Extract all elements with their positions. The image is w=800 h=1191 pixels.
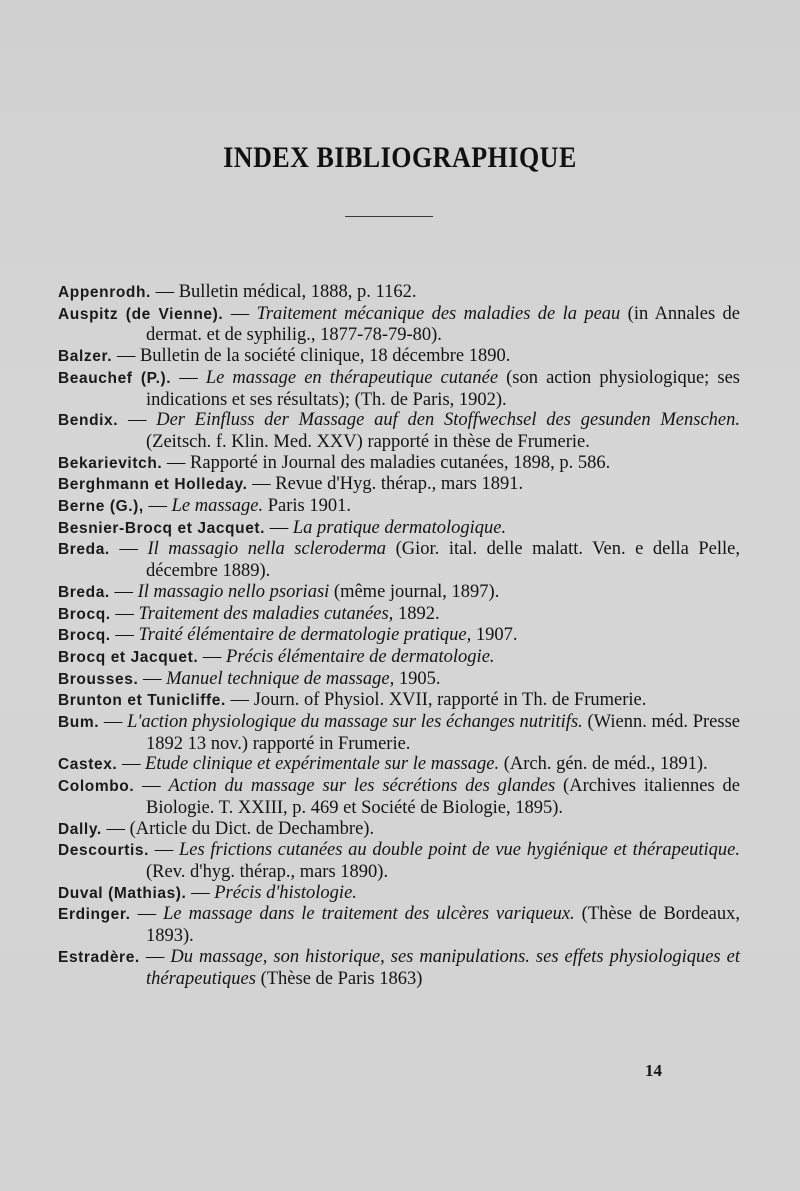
entry-text: — Journ. of Physiol. XVII, rapporté in Th. de Frumerie. [225, 690, 647, 711]
entry-text: (son action physiologique; ses indications et ses résultats); (Th. de Paris, 1902). [146, 367, 740, 410]
bibliography-entry [58, 346, 740, 368]
entry-text: — [139, 946, 171, 967]
entry-text: (même journal, 1897). [329, 581, 500, 602]
entry-text: (Rev. d'hyg. thérap., mars 1890). [146, 861, 389, 882]
entry-text: — [109, 581, 138, 602]
entry-author: Erdinger. [58, 906, 131, 924]
entry-text: — [118, 410, 157, 431]
entry-title: Le massage dans le traitement des ulcères variqueux. [163, 904, 575, 925]
entry-title: Précis élémentaire de dermatologie. [226, 646, 495, 667]
entry-text: (Wienn. méd. Presse 1892 13 nov.) rapporté in Frumerie. [146, 712, 741, 754]
entry-text: — [109, 539, 148, 560]
bibliography-entry [58, 904, 740, 946]
bibliography-entry [58, 776, 740, 818]
bibliography-entry [58, 282, 740, 304]
entry-author: Duval (Mathias). [58, 884, 187, 902]
entry-author: Berghmann et Holleday. [58, 476, 248, 494]
entry-text: (Thèse de Paris 1863) [255, 968, 423, 989]
entry-author: Auspitz (de Vienne). [58, 305, 224, 323]
entry-title: Le massage. [171, 496, 264, 517]
entry-text: (in Annales de dermat. et de syphilig., 1877-78-79-80). [146, 303, 741, 346]
entry-title: Traitement des maladies cutanées, [138, 603, 394, 624]
entry-author: Bum. [58, 714, 100, 732]
entry-text: 1892. [393, 603, 440, 624]
bibliography-entry [58, 712, 740, 754]
bibliography-entry [58, 474, 740, 496]
entry-author: Castex. [58, 756, 118, 774]
entry-author: Breda. [58, 583, 110, 601]
bibliography-entry [58, 518, 740, 540]
entry-text: 1905. [394, 668, 441, 689]
entry-author: Brunton et Tunicliffe. [58, 692, 226, 710]
entry-title: Manuel technique de massage, [166, 668, 395, 689]
entry-text: — [110, 625, 139, 646]
entry-author: Breda. [58, 541, 110, 559]
entry-author: Balzer. [58, 348, 113, 366]
entry-text: — [143, 496, 172, 517]
entry-author: Berne (G.), [58, 498, 144, 516]
entry-text: (Gior. ital. delle malatt. Ven. e della Pelle, décembre 1889). [146, 539, 740, 582]
entry-author: Appenrodh. [58, 284, 151, 301]
entry-author: Descourtis. [58, 842, 150, 860]
bibliography-entry [58, 410, 740, 452]
entry-author: Beauchef (P.). [58, 369, 172, 387]
entry-text: — [99, 712, 128, 733]
entry-author: Brousses. [58, 670, 139, 688]
bibliography-entry [58, 625, 740, 647]
bibliography-entry [58, 453, 740, 475]
bibliography-entry [58, 669, 740, 691]
entry-text: — [265, 517, 293, 538]
entry-text: — Rapporté in Journal des maladies cutanées, 1898, p. 586. [162, 452, 611, 473]
entry-text: — [186, 882, 215, 903]
bibliography-entry [58, 368, 740, 410]
bibliography-entry [58, 754, 740, 776]
bibliography-entry [58, 539, 740, 581]
entry-title: Il massagio nello psoriasi [137, 581, 330, 602]
entry-text: — [130, 904, 164, 925]
entry-text: — (Article du Dict. de Dechambre). [101, 818, 375, 839]
entry-title: Il massagio nella scleroderma [147, 539, 387, 560]
bibliography-entry [58, 304, 740, 346]
entry-text: (Zeitsch. f. Klin. Med. XXV) rapporté in thèse de Frumerie. [146, 431, 590, 452]
entry-text: — Bulletin médical, 1888, p. 1162. [150, 282, 417, 302]
entry-author: Brocq et Jacquet. [58, 648, 199, 666]
entry-text: — [149, 840, 179, 861]
entry-text: Paris 1901. [263, 496, 351, 517]
entry-title: Précis d'histologie. [214, 882, 357, 903]
entry-title: Traité élémentaire de dermatologie pratique, [138, 625, 472, 646]
entry-title: Etude clinique et expérimentale sur le massage. [145, 754, 500, 775]
bibliography-entry [58, 496, 740, 518]
bibliography-entry [58, 819, 740, 841]
entry-text: (Arch. gén. de méd., 1891). [499, 754, 708, 775]
entry-text: — [138, 668, 167, 689]
entry-title: Le massage en thérapeutique cutanée [205, 367, 499, 388]
entry-text: (Archives italiennes de Biologie. T. XXIII, p. 469 et Société de Biologie, 1895). [146, 776, 741, 818]
bibliography-entry [58, 604, 740, 626]
entry-author: Besnier-Brocq et Jacquet. [58, 519, 266, 537]
entry-author: Bendix. [58, 412, 119, 430]
entry-text: — Bulletin de la société clinique, 18 décembre 1890. [112, 346, 511, 367]
entry-title: Traitement mécanique des maladies de la peau [256, 303, 621, 324]
entry-title: Du massage, son historique, ses manipulations. ses effets physiologiques et thérapeutiques [146, 946, 740, 989]
entry-author: Brocq. [58, 627, 111, 645]
entry-text: — [198, 646, 227, 667]
entry-title: L'action physiologique du massage sur les échanges nutritifs. [127, 712, 583, 733]
bibliography-entry [58, 840, 740, 882]
page-number: 14 [645, 1061, 662, 1080]
entry-title: Les frictions cutanées au double point de vue hygiénique et thérapeutique. [178, 840, 741, 861]
entry-author: Dally. [58, 820, 102, 838]
entry-text: (Thèse de Bordeaux, 1893). [146, 904, 740, 947]
entry-text: — [134, 776, 169, 797]
entry-author: Colombo. [58, 778, 135, 796]
entry-text: — [171, 367, 206, 388]
bibliography-entry [58, 647, 740, 669]
bibliography-entry [58, 947, 740, 989]
entry-title: La pratique dermatologique. [292, 517, 507, 538]
entry-text: 1907. [471, 625, 518, 646]
page-title: INDEX BIBLIOGRAPHIQUE [223, 140, 577, 175]
bibliography-list [58, 282, 740, 989]
entry-text: — [117, 754, 146, 775]
entry-author: Estradère. [58, 948, 140, 966]
entry-title: Der Einfluss der Massage auf den Stoffwechsel des gesunden Menschen. [156, 410, 740, 431]
bibliography-entry [58, 690, 740, 712]
entry-text: — [110, 603, 139, 624]
entry-author: Bekarievitch. [58, 454, 163, 472]
entry-text: — Revue d'Hyg. thérap., mars 1891. [247, 474, 524, 495]
title-divider [345, 216, 433, 217]
entry-author: Brocq. [58, 605, 111, 623]
bibliography-entry [58, 582, 740, 604]
entry-text: — [223, 303, 257, 324]
entry-title: Action du massage sur les sécrétions des glandes [168, 776, 556, 797]
bibliography-entry [58, 883, 740, 905]
